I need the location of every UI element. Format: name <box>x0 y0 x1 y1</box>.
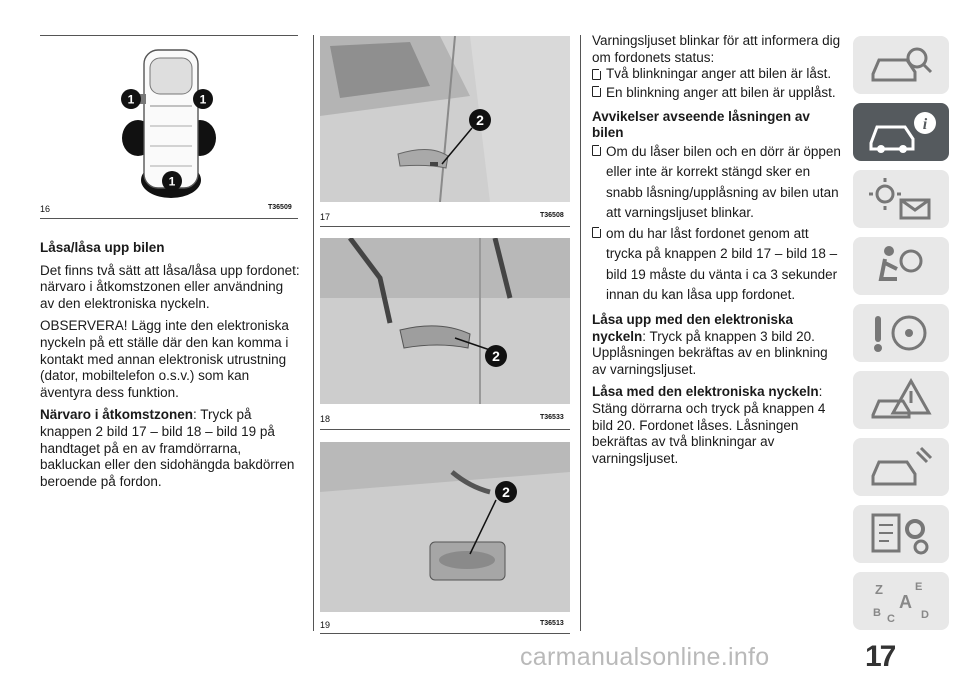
tab-driving[interactable] <box>853 304 949 362</box>
checkbox-bullet-icon <box>592 145 601 156</box>
car-service-icon <box>867 444 937 490</box>
figure-number: 16 <box>40 204 51 214</box>
paragraph-unlock: Låsa upp med den elektroniska nyckeln: Tryck på knappen 3 bild 20. Upplåsningen bekräftas av en blinkning av varningsljuset. <box>592 311 828 377</box>
list-item: om du har låst fordonet genom att trycka på knappen 2 bild 17 – bild 18 – bild 19 måste du vänta i ca 3 sekunder innan du kan låsa upp fordonet. <box>592 224 844 306</box>
figure-17-front-door-handle <box>320 36 570 202</box>
warning-lights-icon <box>867 176 937 222</box>
svg-text:i: i <box>922 116 928 133</box>
tab-warning-lights[interactable] <box>853 170 949 228</box>
figure-19-side-rear-door-handle <box>320 442 570 612</box>
paragraph-intro: Det finns två sätt att låsa/låsa upp fordonet: närvaro i åtkomstzonen eller användning av den elektroniska nyckeln. <box>40 262 300 311</box>
figure-code: T36513 <box>540 620 564 627</box>
svg-text:B: B <box>873 607 881 619</box>
badge-1-right: 1 <box>199 92 207 107</box>
tab-index[interactable] <box>853 572 949 630</box>
figure-code: T36509 <box>268 204 292 211</box>
svg-text:C: C <box>887 613 895 624</box>
svg-text:E: E <box>915 581 923 593</box>
figure-16-van-top-view <box>40 36 298 198</box>
specs-gears-icon <box>867 511 937 557</box>
checkbox-bullet-icon <box>592 69 601 80</box>
figure-number: 19 <box>320 620 331 630</box>
tab-car-search[interactable] <box>853 36 949 94</box>
section-heading: Låsa/låsa upp bilen <box>40 240 165 255</box>
breakdown-triangle-icon <box>867 377 937 423</box>
figure-code: T36508 <box>540 212 564 219</box>
badge-1-left: 1 <box>127 92 135 107</box>
term-access-zone: Närvaro i åtkomstzonen <box>40 407 194 423</box>
checkbox-bullet-icon <box>592 227 601 238</box>
paragraph-access-zone: Närvaro i åtkomstzonen: Tryck på knappen 2 bild 17 – bild 18 – bild 19 på handtaget på en av framdörrarna, bakluckan eller den sidohängda bakdörren beroende på fordon. <box>40 407 295 489</box>
left-column <box>40 240 300 496</box>
paragraph-lock: Låsa med den elektroniska nyckeln: Stäng dörrarna och tryck på knappen 4 bild 20. Fordonet låses. Låsningen bekräftas av två blinkningar av varningsljuset. <box>592 384 826 466</box>
watermark: carmanualsonline.info <box>520 643 770 671</box>
figure-code: T36533 <box>540 414 564 421</box>
badge-2: 2 <box>492 348 500 364</box>
page-number: 17 <box>865 640 895 673</box>
svg-text:Z: Z <box>875 582 883 597</box>
list-item: Om du låser bilen och en dörr är öppen eller inte är korrekt stängd sker en snabb låsning/upplåsning av bilen utan att varningsljuset blinkar. <box>592 142 844 224</box>
tab-maintenance[interactable] <box>853 438 949 496</box>
list-item: En blinkning anger att bilen är upplåst. <box>592 83 844 103</box>
list-item: Två blinkningar anger att bilen är låst. <box>592 66 844 83</box>
figure-number: 18 <box>320 414 331 424</box>
steering-wheel-icon <box>867 310 937 356</box>
svg-text:A: A <box>899 592 912 612</box>
tab-technical-specs[interactable] <box>853 505 949 563</box>
tab-airbag[interactable] <box>853 237 949 295</box>
tab-car-info[interactable] <box>853 103 949 161</box>
car-search-icon <box>867 42 937 88</box>
tab-emergency[interactable] <box>853 371 949 429</box>
airbag-seat-icon <box>867 243 937 289</box>
car-info-icon <box>867 109 937 155</box>
figure-18-tailgate-handle <box>320 238 570 404</box>
right-column <box>592 33 844 473</box>
svg-text:D: D <box>921 609 929 621</box>
paragraph-warning: OBSERVERA! Lägg inte den elektroniska nyckeln på ett ställe där den kan komma i kontakt med annan elektronisk utrustning (dator, mobiltelefon o.s.v.) som kan äventyra dess funktion. <box>40 318 289 400</box>
badge-2: 2 <box>502 484 510 500</box>
figure-number: 17 <box>320 212 331 222</box>
alphabet-index-icon <box>867 578 937 624</box>
section-heading: Avvikelser avseende låsningen av bilen <box>592 108 810 141</box>
checkbox-bullet-icon <box>592 86 601 97</box>
badge-2: 2 <box>476 112 484 128</box>
status-intro: Varningsljuset blinkar för att informera dig om fordonets status: <box>592 33 841 65</box>
badge-1-rear: 1 <box>168 174 176 189</box>
